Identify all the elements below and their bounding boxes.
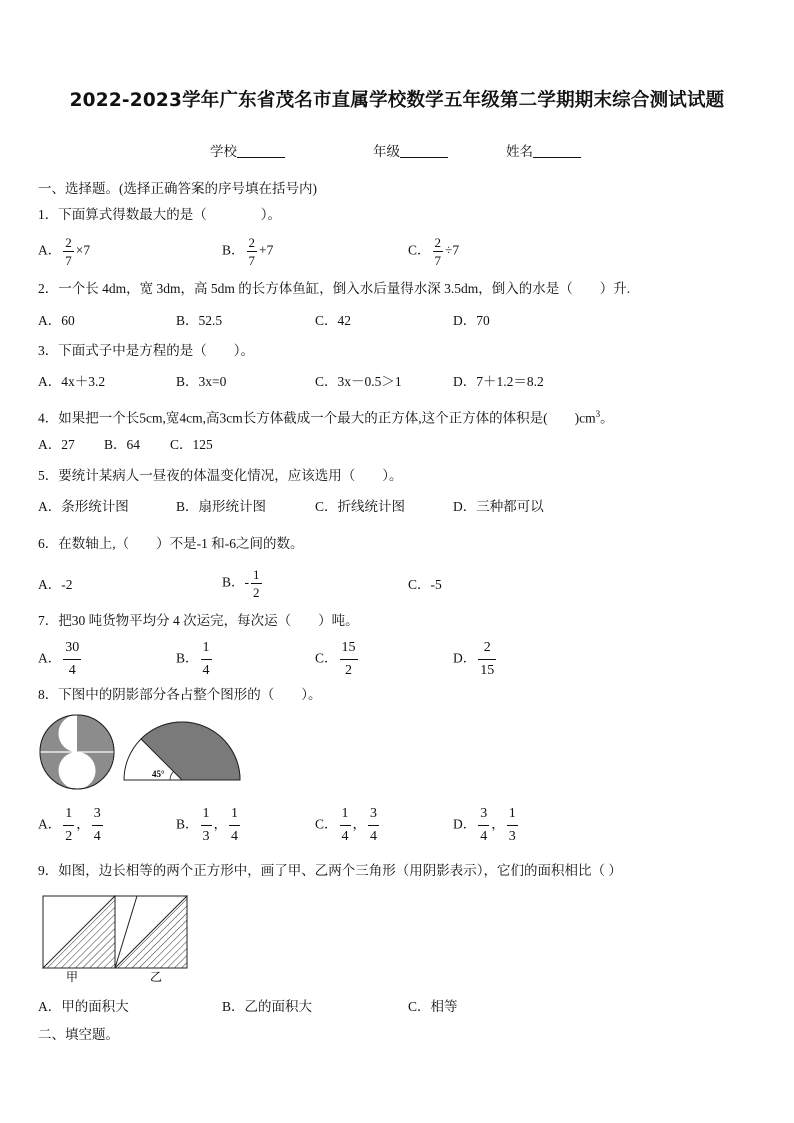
- school-blank[interactable]: [237, 143, 285, 158]
- q2-option-d[interactable]: D．70: [453, 313, 490, 328]
- fraction: [433, 236, 444, 267]
- q7-option-d[interactable]: [453, 641, 498, 678]
- denominator: 2: [253, 585, 260, 600]
- q5-option-d[interactable]: D．三种都可以: [453, 499, 544, 514]
- name-label: 姓名: [506, 144, 533, 159]
- q6-stem: 6．在数轴上,（ ）不是-1 和-6之间的数。: [38, 536, 304, 551]
- q9-stem: 9．如图，边长相等的两个正方形中，画了甲、乙两个三角形（用阴影表示），它们的面积相比（ ）: [38, 863, 622, 878]
- q8-circle-figure: [38, 713, 116, 791]
- numerator: 3: [93, 806, 101, 821]
- q9-squares-figure: [42, 895, 190, 987]
- option-label: A．: [38, 242, 62, 258]
- numerator: 2: [248, 235, 256, 250]
- q2-option-c[interactable]: C．42: [315, 313, 352, 328]
- numerator: 30: [65, 640, 80, 655]
- q5-option-c[interactable]: C．折线统计图: [315, 499, 406, 514]
- fraction-bar: [63, 659, 81, 660]
- operator-text: ×7: [75, 242, 91, 258]
- denominator: 4: [202, 663, 210, 678]
- q8-semicircle-figure: [123, 721, 241, 781]
- q7-option-b[interactable]: [176, 641, 214, 678]
- q8-option-b[interactable]: [176, 807, 242, 844]
- q2-option-b[interactable]: B．52.5: [176, 313, 223, 328]
- option-label: B．: [176, 816, 199, 832]
- q8-option-d[interactable]: [453, 807, 520, 844]
- q2-stem: 2．一个长 4dm，宽 3dm，高 5dm 的长方体鱼缸，倒入水后量得水深 3.5dm，倒入的水是（ ）升.: [38, 281, 631, 296]
- fraction: [63, 236, 74, 267]
- fraction: [247, 236, 258, 267]
- q4-stem: [38, 405, 614, 428]
- school-label: 学校: [210, 144, 237, 159]
- numerator: 3: [370, 806, 378, 821]
- q5-option-b[interactable]: B．扇形统计图: [176, 499, 267, 514]
- q3-stem: 3．下面式子中是方程的是（ ）。: [38, 343, 254, 358]
- grade-blank[interactable]: [400, 143, 448, 158]
- numerator: 2: [65, 235, 72, 250]
- name-field[interactable]: [506, 140, 581, 160]
- numerator: 1: [65, 806, 73, 821]
- numerator: 15: [341, 640, 356, 655]
- denominator: 7: [248, 253, 256, 268]
- operator-text: ÷7: [445, 242, 460, 258]
- fraction: [201, 807, 212, 844]
- fraction: [368, 807, 379, 844]
- numerator: 1: [202, 640, 210, 655]
- option-label: D．: [453, 816, 477, 832]
- q3-option-b[interactable]: B．3x=0: [176, 374, 227, 389]
- separator: ，: [213, 816, 228, 832]
- option-label: A．: [38, 816, 62, 832]
- q4-stem-superscript: 3: [595, 409, 601, 419]
- q1-option-b[interactable]: [222, 236, 273, 267]
- denominator: 4: [341, 829, 349, 844]
- denominator: 3: [508, 829, 516, 844]
- option-label: B．-: [222, 574, 249, 590]
- denominator: 4: [231, 829, 239, 844]
- fraction-bar: [63, 825, 74, 826]
- option-label: C．: [315, 650, 338, 666]
- q5-option-a[interactable]: A．条形统计图: [38, 499, 129, 514]
- numerator: 2: [434, 235, 442, 250]
- denominator: 4: [480, 829, 488, 844]
- fraction: [63, 641, 81, 678]
- q7-option-a[interactable]: [38, 641, 83, 678]
- denominator: 4: [68, 663, 76, 678]
- denominator: 15: [480, 663, 495, 678]
- denominator: 7: [65, 253, 72, 268]
- q9-label-jia: 甲: [66, 970, 79, 984]
- page-title: 2022-2023学年广东省茂名市直属学校数学五年级第二学期期末综合测试试题: [69, 90, 725, 111]
- numerator: 1: [253, 567, 260, 582]
- denominator: 4: [93, 829, 101, 844]
- fraction: [229, 807, 240, 844]
- q4-option-c[interactable]: C．125: [170, 437, 213, 452]
- numerator: 3: [480, 806, 488, 821]
- fraction-bar: [507, 825, 518, 826]
- grade-label: 年级: [373, 144, 400, 159]
- fraction-bar: [368, 825, 379, 826]
- q4-stem-end: 。: [600, 410, 614, 426]
- q4-stem-text: 4．如果把一个长5cm,宽4cm,高3cm长方体截成一个最大的正方体,这个正方体的体积是( )cm: [38, 410, 596, 426]
- q8-angle-label: 45°: [152, 769, 165, 779]
- fraction-bar: [478, 825, 489, 826]
- section-2-heading: 二、填空题。: [38, 1027, 119, 1042]
- fraction: [340, 807, 351, 844]
- separator: ，: [491, 816, 505, 832]
- q9-option-b[interactable]: B．乙的面积大: [222, 999, 313, 1014]
- fraction: [478, 807, 489, 844]
- fraction-bar: [92, 825, 103, 826]
- numerator: 1: [202, 806, 210, 821]
- q1-option-a[interactable]: [38, 236, 90, 267]
- name-blank[interactable]: [533, 143, 581, 158]
- q8-stem: 8．下图中的阴影部分各占整个图形的（ ）。: [38, 687, 322, 702]
- q6-option-b[interactable]: [222, 568, 264, 599]
- fraction: [478, 641, 496, 678]
- denominator: 2: [65, 829, 73, 844]
- numerator: 2: [483, 640, 491, 655]
- denominator: 4: [370, 829, 378, 844]
- q2-option-a[interactable]: A．60: [38, 313, 75, 328]
- q6-option-a[interactable]: A．-2: [38, 577, 73, 592]
- fraction: [340, 641, 358, 678]
- q4-option-b[interactable]: B．64: [104, 437, 141, 452]
- q1-stem: 1．下面算式得数最大的是（ ）。: [38, 207, 281, 222]
- q6-option-c[interactable]: C．-5: [408, 577, 442, 592]
- denominator: 7: [434, 253, 442, 268]
- fraction-bar: [229, 825, 240, 826]
- q9-option-a[interactable]: A．甲的面积大: [38, 999, 129, 1014]
- operator-text: +7: [259, 242, 274, 258]
- fraction-bar: [201, 659, 212, 660]
- option-label: B．: [176, 650, 199, 666]
- option-label: C．: [408, 242, 431, 258]
- grade-field[interactable]: [373, 140, 448, 160]
- q8-option-a[interactable]: [38, 807, 105, 844]
- option-label: B．: [222, 242, 245, 258]
- school-field[interactable]: [210, 140, 285, 160]
- fraction: [63, 807, 74, 844]
- q7-stem: 7．把30 吨货物平均分 4 次运完，每次运（ ）吨。: [38, 613, 359, 628]
- section-1-heading: 一、选择题。(选择正确答案的序号填在括号内): [38, 181, 317, 196]
- fraction-bar: [478, 659, 496, 660]
- q5-stem: 5．要统计某病人一昼夜的体温变化情况，应该选用（ ）。: [38, 468, 403, 483]
- fraction-bar: [251, 583, 262, 584]
- fraction-bar: [201, 825, 212, 826]
- q9-option-c[interactable]: C．相等: [408, 999, 458, 1014]
- q9-label-yi: 乙: [150, 970, 163, 984]
- q1-option-c[interactable]: [408, 236, 459, 267]
- separator: ，: [76, 816, 90, 832]
- denominator: 3: [202, 829, 210, 844]
- q3-option-d[interactable]: D．7＋1.2＝8.2: [453, 374, 544, 389]
- numerator: 1: [508, 806, 516, 821]
- numerator: 1: [231, 806, 239, 821]
- fraction-bar: [340, 825, 351, 826]
- fraction-bar: [247, 251, 258, 252]
- q3-option-c[interactable]: C．3x－0.5＞1: [315, 374, 402, 389]
- option-label: C．: [315, 816, 338, 832]
- fraction: [92, 807, 103, 844]
- q8-option-c[interactable]: [315, 807, 381, 844]
- fraction-bar: [63, 251, 74, 252]
- fraction: [251, 568, 262, 599]
- q3-option-a[interactable]: A．4x＋3.2: [38, 374, 106, 389]
- q4-option-a[interactable]: A．27: [38, 437, 75, 452]
- fraction-bar: [340, 659, 358, 660]
- denominator: 2: [345, 663, 353, 678]
- option-label: A．: [38, 650, 62, 666]
- fraction: [507, 807, 518, 844]
- fraction: [201, 641, 212, 678]
- numerator: 1: [341, 806, 349, 821]
- option-label: D．: [453, 650, 477, 666]
- separator: ，: [352, 816, 367, 832]
- fraction-bar: [433, 251, 444, 252]
- q7-option-c[interactable]: [315, 641, 360, 678]
